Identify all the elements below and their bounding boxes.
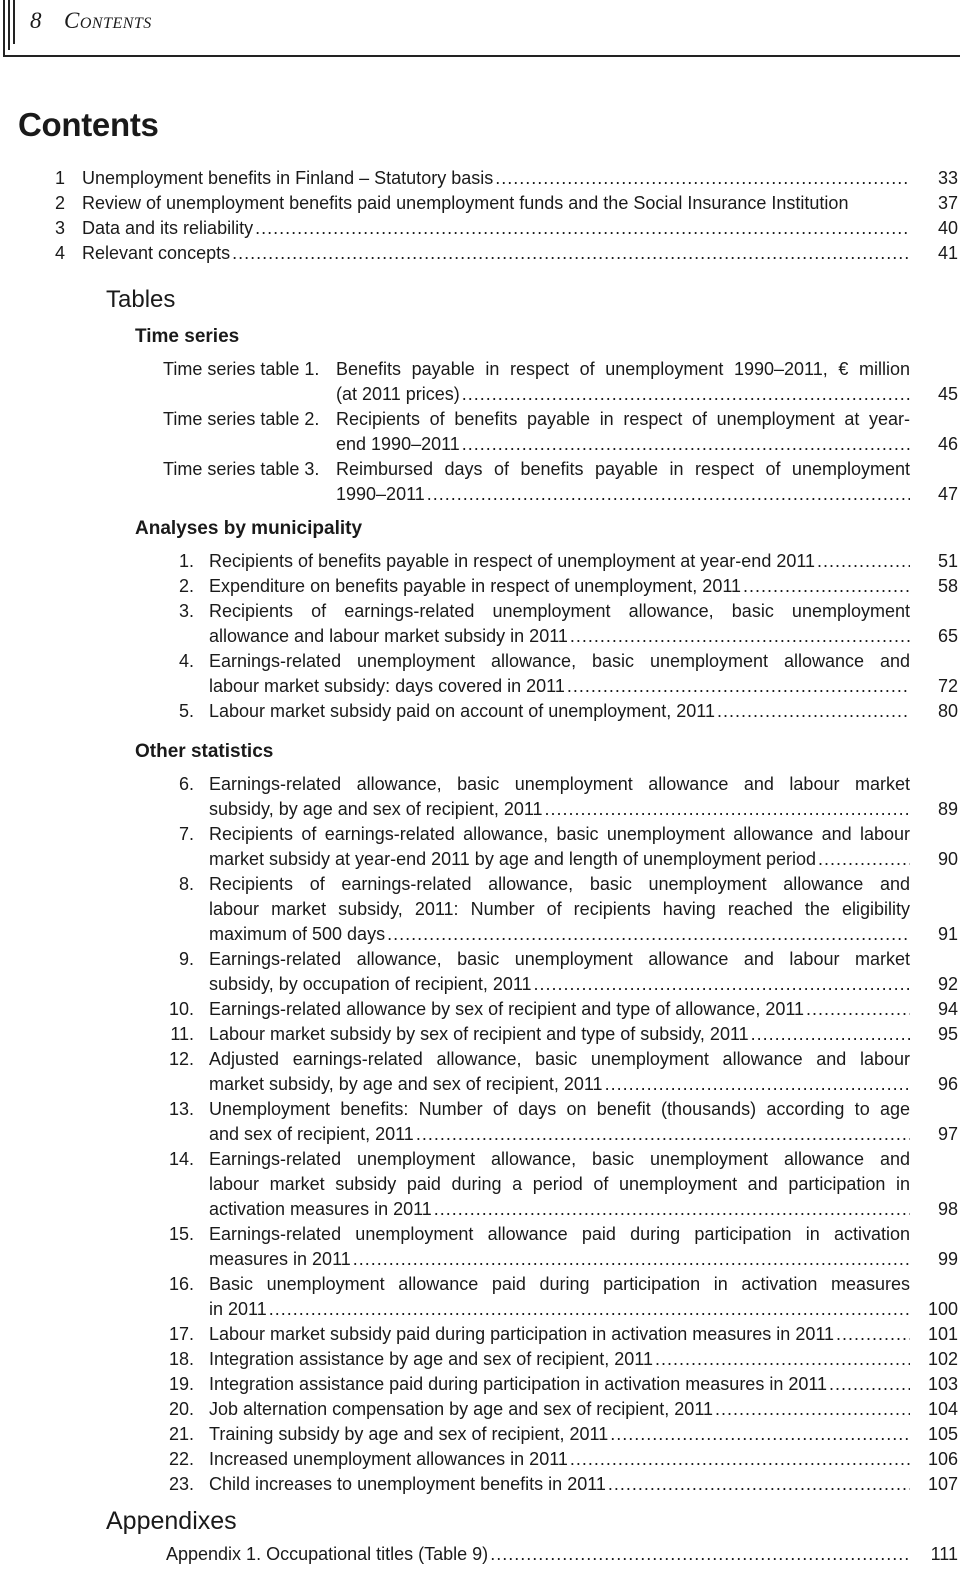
entry-title — [209, 1147, 910, 1222]
dot-leader — [353, 1247, 910, 1272]
entry-page-number: 33 — [937, 168, 958, 188]
dot-leader — [387, 922, 910, 947]
entry-title — [209, 872, 910, 947]
entry-title-line — [209, 1072, 910, 1097]
entry-title-text: Job alternation compensation by age and sex of recipient, 2011 — [209, 1399, 713, 1419]
entry-title — [209, 599, 910, 649]
entry-title — [209, 1272, 910, 1322]
dot-leader — [608, 1472, 910, 1497]
entry-title-line — [209, 1247, 910, 1272]
entry-number: 2. — [178, 576, 194, 596]
analyses-heading: Analyses by municipality — [135, 518, 363, 539]
entry-number: 17. — [168, 1324, 194, 1344]
entry-page-number: 104 — [927, 1399, 958, 1419]
dot-leader — [534, 972, 910, 997]
entry-title-text: Integration assistance paid during participation in activation measures in 2011 — [209, 1374, 828, 1394]
entry-title-line: Earnings-related unemployment allowance, basic unemployment allowance and — [209, 1149, 910, 1169]
dot-leader — [232, 241, 910, 266]
entry-title — [209, 649, 910, 699]
entry-title-text: market subsidy, by age and sex of recipient, 2011 — [209, 1074, 603, 1094]
dot-leader — [751, 1022, 910, 1047]
entry-title-text: Relevant concepts — [82, 243, 231, 263]
header-rule-outer — [3, 0, 5, 56]
toc-entry — [160, 1397, 958, 1422]
toc-entry — [160, 1097, 958, 1147]
toc-entry — [160, 1322, 958, 1347]
entry-title — [82, 216, 910, 241]
entry-title-text: Unemployment benefits in Finland – Statutory basis — [82, 168, 494, 188]
entry-title-line — [336, 432, 910, 457]
header-rule-inner — [13, 0, 15, 44]
header-baseline-rule — [3, 55, 960, 57]
entry-label: Time series table 1. — [163, 359, 320, 379]
entry-title-line — [82, 191, 910, 216]
entry-title — [209, 1472, 910, 1497]
toc-entry — [163, 357, 958, 407]
entry-title-text: market subsidy at year-end 2011 by age and length of unemployment period — [209, 849, 817, 869]
entry-title-line — [209, 1322, 910, 1347]
entry-number: 19. — [168, 1374, 194, 1394]
entry-title — [209, 1397, 910, 1422]
entry-page-number: 37 — [937, 193, 958, 213]
dot-leader — [717, 699, 910, 724]
entry-page-number: 46 — [937, 434, 958, 454]
dot-leader — [806, 997, 910, 1022]
entry-page-number: 80 — [937, 701, 958, 721]
entry-title-line — [209, 997, 910, 1022]
toc-entry — [160, 1347, 958, 1372]
toc-entry — [55, 191, 958, 216]
dot-leader — [462, 432, 910, 457]
entry-title — [82, 191, 910, 216]
entry-title — [82, 241, 910, 266]
entry-title-text: Child increases to unemployment benefits in 2011 — [209, 1474, 606, 1494]
entry-title — [209, 772, 910, 822]
entry-title — [209, 699, 910, 724]
entry-title-text: Data and its reliability — [82, 218, 254, 238]
entry-title-line — [209, 1297, 910, 1322]
dot-leader — [462, 382, 910, 407]
dot-leader — [829, 1372, 910, 1397]
toc-entry — [160, 872, 958, 947]
entry-title — [209, 1322, 910, 1347]
toc-entry — [160, 947, 958, 997]
entry-number: 18. — [168, 1349, 194, 1369]
entry-title — [209, 1422, 910, 1447]
entry-number: 14. — [168, 1149, 194, 1169]
toc-entry — [160, 1372, 958, 1397]
header-rule-middle — [8, 0, 10, 50]
entry-title-line — [82, 166, 910, 191]
entry-title — [209, 1372, 910, 1397]
entry-title — [209, 1047, 910, 1097]
entry-title-line: Earnings-related unemployment allowance, basic unemployment allowance and — [209, 651, 910, 671]
entry-title — [209, 1347, 910, 1372]
entry-title-line — [209, 1372, 910, 1397]
entry-title-text: Integration assistance by age and sex of recipient, 2011 — [209, 1349, 653, 1369]
entry-title-line — [209, 1122, 910, 1147]
entry-number: 21. — [168, 1424, 194, 1444]
dot-leader — [269, 1297, 910, 1322]
entry-title-text: measures in 2011 — [209, 1249, 351, 1269]
entry-title-line: labour market subsidy, 2011: Number of recipients having reached the eligibility — [209, 899, 910, 919]
entry-title-text: Appendix 1. Occupational titles (Table 9) — [166, 1544, 489, 1564]
entry-title-text: labour market subsidy: days covered in 2011 — [209, 676, 565, 696]
entry-page-number: 47 — [937, 484, 958, 504]
entry-title-text: subsidy, by age and sex of recipient, 2011 — [209, 799, 543, 819]
entry-page-number: 40 — [937, 218, 958, 238]
entry-title — [82, 166, 910, 191]
entry-title-line: Unemployment benefits: Number of days on benefit (thousands) according to age — [209, 1099, 910, 1119]
entry-page-number: 111 — [930, 1544, 958, 1564]
entry-number: 13. — [168, 1099, 194, 1119]
dot-leader — [610, 1422, 910, 1447]
dot-leader — [836, 1322, 910, 1347]
entry-page-number: 102 — [927, 1349, 958, 1369]
entry-title-text: activation measures in 2011 — [209, 1199, 432, 1219]
other-statistics-heading: Other statistics — [135, 741, 274, 762]
entry-page-number: 51 — [937, 551, 958, 571]
entry-page-number: 94 — [937, 999, 958, 1019]
toc-entry — [163, 407, 958, 457]
toc-entry — [160, 574, 958, 599]
entry-title-line: Recipients of earnings-related allowance, basic unemployment allowance and — [209, 874, 910, 894]
entry-title-line — [209, 847, 910, 872]
entry-number: 7. — [178, 824, 194, 844]
entry-page-number: 101 — [927, 1324, 958, 1344]
toc-entry — [55, 216, 958, 241]
entry-page-number: 95 — [937, 1024, 958, 1044]
entry-title-line — [209, 574, 910, 599]
dot-leader — [567, 674, 910, 699]
entry-title — [209, 574, 910, 599]
dot-leader — [495, 166, 910, 191]
dot-leader — [416, 1122, 910, 1147]
toc-entry — [163, 457, 958, 507]
running-header — [30, 8, 152, 34]
toc-entry — [166, 1542, 958, 1567]
dot-leader — [817, 549, 910, 574]
dot-leader — [655, 1347, 910, 1372]
entry-number: 6. — [178, 774, 194, 794]
dot-leader — [818, 847, 910, 872]
header-running-title: Contents — [64, 8, 152, 33]
toc-entry — [160, 1222, 958, 1272]
entry-page-number: 98 — [937, 1199, 958, 1219]
entry-title-line — [209, 922, 910, 947]
entry-title-line: Basic unemployment allowance paid during participation in activation measures — [209, 1274, 910, 1294]
entry-title-line — [209, 797, 910, 822]
tables-heading: Tables — [106, 286, 176, 313]
entry-title-line: Earnings-related unemployment allowance paid during participation in activation — [209, 1224, 910, 1244]
dot-leader — [743, 574, 910, 599]
dot-leader — [434, 1197, 910, 1222]
entry-title-text: Labour market subsidy paid during participation in activation measures in 2011 — [209, 1324, 835, 1344]
entry-title-line — [209, 624, 910, 649]
entry-number: 2 — [55, 193, 66, 213]
entry-page-number: 91 — [937, 924, 958, 944]
entry-page-number: 96 — [937, 1074, 958, 1094]
header-page-number: 8 — [30, 8, 42, 33]
entry-title — [209, 1222, 910, 1272]
toc-entry — [160, 599, 958, 649]
entry-label: Time series table 2. — [163, 409, 320, 429]
toc-entry — [160, 772, 958, 822]
entry-title-line — [209, 972, 910, 997]
toc-entry — [160, 997, 958, 1022]
time-series-heading: Time series — [135, 326, 240, 347]
dot-leader — [715, 1397, 910, 1422]
entry-title-line: Adjusted earnings-related allowance, basic unemployment allowance and labour — [209, 1049, 910, 1069]
entry-title-line — [209, 1472, 910, 1497]
entry-page-number: 97 — [937, 1124, 958, 1144]
entry-title — [209, 1447, 910, 1472]
entry-number: 8. — [178, 874, 194, 894]
dot-leader — [255, 216, 910, 241]
entry-title-line — [336, 382, 910, 407]
entry-title-text: end 1990–2011 — [336, 434, 460, 454]
entry-title-line — [82, 216, 910, 241]
page-title: Contents — [18, 106, 159, 143]
entry-page-number: 90 — [937, 849, 958, 869]
entry-title-line — [209, 1397, 910, 1422]
entry-title — [209, 822, 910, 872]
entry-page-number: 107 — [927, 1474, 958, 1494]
entry-title-line: Earnings-related allowance, basic unemployment allowance and labour market — [209, 774, 910, 794]
entry-title — [209, 1022, 910, 1047]
entry-page-number: 92 — [937, 974, 958, 994]
entry-title — [166, 1542, 910, 1567]
entry-page-number: 100 — [927, 1299, 958, 1319]
dot-leader — [570, 1447, 910, 1472]
entry-number: 10. — [168, 999, 194, 1019]
page-header — [0, 0, 960, 60]
entry-number: 22. — [168, 1449, 194, 1469]
entry-page-number: 72 — [937, 676, 958, 696]
entry-title-text: in 2011 — [209, 1299, 267, 1319]
entry-number: 1. — [178, 551, 194, 571]
entry-title-line — [209, 674, 910, 699]
dot-leader — [545, 797, 910, 822]
entry-page-number: 99 — [937, 1249, 958, 1269]
entry-title-text: Labour market subsidy by sex of recipient and type of subsidy, 2011 — [209, 1024, 749, 1044]
entry-title-line: Recipients of benefits payable in respect of unemployment at year- — [336, 409, 910, 429]
entry-page-number: 65 — [937, 626, 958, 646]
toc-entry — [160, 699, 958, 724]
entry-title-text: Training subsidy by age and sex of recipient, 2011 — [209, 1424, 609, 1444]
entry-page-number: 45 — [937, 384, 958, 404]
dot-leader — [490, 1542, 910, 1567]
toc-entry — [160, 1022, 958, 1047]
toc-entry — [160, 822, 958, 872]
entry-page-number: 106 — [927, 1449, 958, 1469]
entry-number: 15. — [168, 1224, 194, 1244]
entry-number: 12. — [168, 1049, 194, 1069]
entry-title-line — [209, 1022, 910, 1047]
toc-entry — [160, 1472, 958, 1497]
entry-title-line — [209, 1422, 910, 1447]
entry-title-text: Recipients of benefits payable in respect of unemployment at year-end 2011 — [209, 551, 816, 571]
entry-number: 3. — [178, 601, 194, 621]
entry-number: 3 — [55, 218, 66, 238]
dot-leader — [427, 482, 910, 507]
entry-title-text: maximum of 500 days — [209, 924, 386, 944]
entry-title-line — [166, 1542, 910, 1567]
entry-title — [209, 997, 910, 1022]
toc-entry — [160, 1147, 958, 1222]
entry-label: Time series table 3. — [163, 459, 320, 479]
toc-entry — [55, 241, 958, 266]
entry-page-number: 58 — [937, 576, 958, 596]
dot-leader — [570, 624, 910, 649]
entry-title-line — [209, 1447, 910, 1472]
toc-entry — [160, 549, 958, 574]
entry-page-number: 105 — [927, 1424, 958, 1444]
toc-entry — [160, 1272, 958, 1322]
entry-title-text: Labour market subsidy paid on account of unemployment, 2011 — [209, 701, 715, 721]
entry-title — [209, 1097, 910, 1147]
toc-entry — [160, 1422, 958, 1447]
entry-title-line: Recipients of earnings-related unemployment allowance, basic unemployment — [209, 601, 910, 621]
entry-title-text: subsidy, by occupation of recipient, 2011 — [209, 974, 532, 994]
entry-title-line: Earnings-related allowance, basic unemployment allowance and labour market — [209, 949, 910, 969]
entry-page-number: 103 — [927, 1374, 958, 1394]
entry-title-line — [209, 1347, 910, 1372]
appendixes-heading: Appendixes — [106, 1507, 237, 1535]
toc-entry — [160, 649, 958, 699]
entry-page-number: 41 — [937, 243, 958, 263]
toc-entry — [160, 1447, 958, 1472]
entry-title-text: Increased unemployment allowances in 2011 — [209, 1449, 568, 1469]
entry-title-line — [82, 241, 910, 266]
entry-number: 4. — [178, 651, 194, 671]
toc-entry — [160, 1047, 958, 1097]
toc-entry — [55, 166, 958, 191]
entry-number: 16. — [168, 1274, 194, 1294]
entry-title-line — [209, 1197, 910, 1222]
entry-title — [209, 549, 910, 574]
entry-title-line: Reimbursed days of benefits payable in respect of unemployment — [336, 459, 910, 479]
entry-title — [209, 947, 910, 997]
entry-title-text: Earnings-related allowance by sex of recipient and type of allowance, 2011 — [209, 999, 805, 1019]
entry-title-text: Review of unemployment benefits paid unemployment funds and the Social Insurance Institution — [82, 193, 849, 213]
entry-title-line: Benefits payable in respect of unemployment 1990–2011, € million — [336, 359, 910, 379]
entry-title-line: labour market subsidy paid during a period of unemployment and participation in — [209, 1174, 910, 1194]
entry-title-line — [336, 482, 910, 507]
entry-number: 5. — [178, 701, 194, 721]
dot-leader — [605, 1072, 910, 1097]
entry-title-line — [209, 549, 910, 574]
entry-number: 23. — [168, 1474, 194, 1494]
entry-number: 1 — [55, 168, 66, 188]
entry-title-text: allowance and labour market subsidy in 2011 — [209, 626, 568, 646]
entry-number: 11. — [170, 1024, 194, 1044]
entry-page-number: 89 — [937, 799, 958, 819]
entry-title-text: (at 2011 prices) — [336, 384, 460, 404]
entry-title-text: and sex of recipient, 2011 — [209, 1124, 414, 1144]
entry-title-line: Recipients of earnings-related allowance, basic unemployment allowance and labour — [209, 824, 910, 844]
entry-number: 4 — [55, 243, 66, 263]
entry-title-text: Expenditure on benefits payable in respect of unemployment, 2011 — [209, 576, 742, 596]
entry-number: 9. — [178, 949, 194, 969]
entry-title-line — [209, 699, 910, 724]
entry-number: 20. — [168, 1399, 194, 1419]
entry-title-text: 1990–2011 — [336, 484, 425, 504]
